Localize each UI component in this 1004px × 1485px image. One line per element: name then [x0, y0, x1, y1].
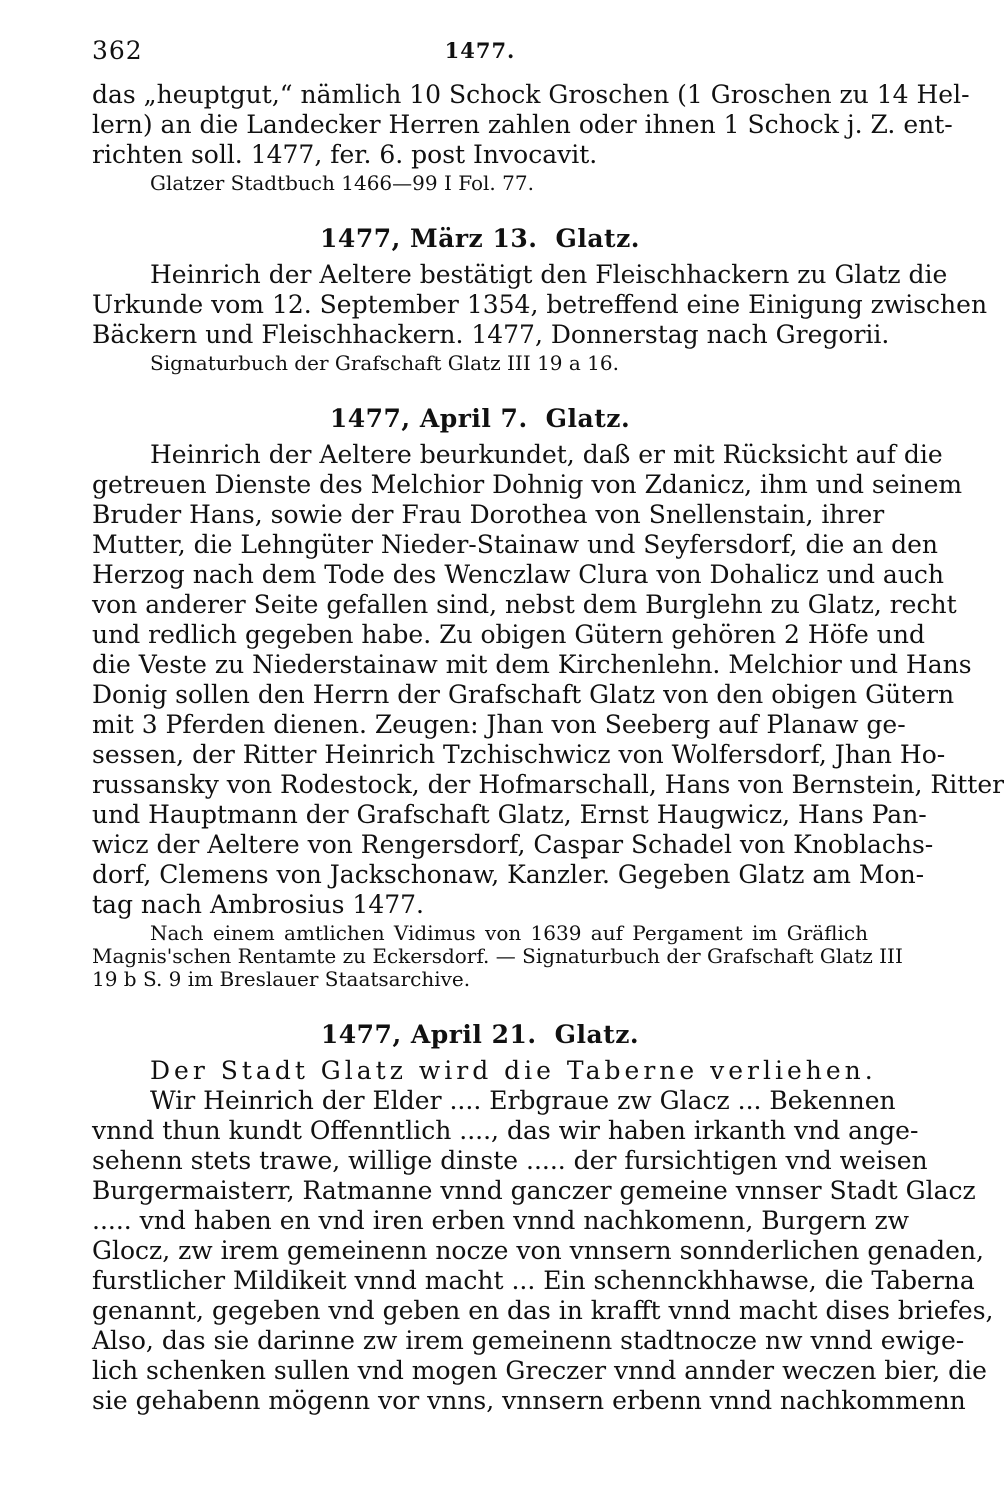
entry-heading: [92, 1020, 868, 1050]
entry-place: Glatz.: [555, 224, 640, 253]
text-line: das „heuptgut,“ nämlich 10 Schock Groschen (1 Groschen zu 14 Hel-: [92, 80, 970, 109]
entry-body: [92, 440, 1004, 991]
text-line: sessen, der Ritter Heinrich Tzchischwicz von Wolfersdorf, Jhan Ho-: [92, 740, 946, 769]
source-citation: Signaturbuch der Grafschaft Glatz III 19 a 16.: [150, 351, 619, 375]
text-line: die Veste zu Niederstainaw mit dem Kirchenlehn. Melchior und Hans: [92, 650, 972, 679]
text-line: sie gehabenn mögenn vor vnns, vnnsern erbenn vnnd nachkommenn: [92, 1386, 966, 1415]
text-line: furstlicher Mildikeit vnnd macht ... Ein schennckhhawse, die Taberna: [92, 1266, 975, 1295]
text-line: Donig sollen den Herrn der Grafschaft Glatz von den obigen Gütern: [92, 680, 955, 709]
text-line: Glocz, zw irem gemeinenn nocze von vnnsern sonnderlichen genaden,: [92, 1236, 984, 1265]
entry-title: Der Stadt Glatz wird die Taberne verliehen.: [150, 1056, 877, 1085]
text-line: Also, das sie darinne zw irem gemeinenn stadtnocze nw vnnd ewige-: [92, 1326, 965, 1355]
text-line: richten soll. 1477, fer. 6. post Invocavit.: [92, 140, 598, 169]
page-number: 362: [92, 36, 143, 65]
entry-body: [92, 260, 988, 375]
text-line: Wir Heinrich der Elder .... Erbgraue zw Glacz ... Bekennen: [150, 1086, 896, 1115]
text-line: genannt, gegeben vnd geben en das in krafft vnnd macht dises briefes,: [92, 1296, 994, 1325]
text-line: Mutter, die Lehngüter Nieder-Stainaw und Seyfersdorf, die an den: [92, 530, 939, 559]
text-line: getreuen Dienste des Melchior Dohnig von Zdanicz, ihm und seinem: [92, 470, 963, 499]
source-citation: Magnis'schen Rentamte zu Eckersdorf. — Signaturbuch der Grafschaft Glatz III: [92, 944, 903, 968]
text-line: lern) an die Landecker Herren zahlen oder ihnen 1 Schock j. Z. ent-: [92, 110, 953, 139]
entry-place: Glatz.: [554, 1020, 640, 1049]
text-line: und redlich gegeben habe. Zu obigen Gütern gehören 2 Höfe und: [92, 620, 925, 649]
continuation-text: [92, 80, 970, 195]
text-line: vnnd thun kundt Offenntlich ...., das wir haben irkanth vnd ange-: [92, 1116, 919, 1145]
text-line: russansky von Rodestock, der Hofmarschall, Hans von Bernstein, Ritter: [92, 770, 1004, 799]
text-line: Urkunde vom 12. September 1354, betreffend eine Einigung zwischen: [92, 290, 988, 319]
text-line: wicz der Aeltere von Rengersdorf, Caspar Schadel von Knoblachs-: [92, 830, 934, 859]
text-line: dorf, Clemens von Jackschonaw, Kanzler. Gegeben Glatz am Mon-: [92, 860, 925, 889]
text-line: Burgermaisterr, Ratmanne vnnd ganczer gemeine vnnser Stadt Glacz: [92, 1176, 976, 1205]
text-line: von anderer Seite gefallen sind, nebst dem Burglehn zu Glatz, recht: [92, 590, 957, 619]
text-line: ..... vnd haben en vnd iren erben vnnd nachkomenn, Burgern zw: [92, 1206, 910, 1235]
text-line: Heinrich der Aeltere bestätigt den Fleischhackern zu Glatz die: [150, 260, 948, 289]
source-citation: Glatzer Stadtbuch 1466—99 I Fol. 77.: [150, 171, 534, 195]
text-line: Heinrich der Aeltere beurkundet, daß er mit Rücksicht auf die: [150, 440, 943, 469]
source-citation: Nach einem amtlichen Vidimus von 1639 auf Pergament im Gräflich: [150, 921, 868, 945]
text-line: mit 3 Pferden dienen. Zeugen: Jhan von Seeberg auf Planaw ge-: [92, 710, 906, 739]
text-line: und Hauptmann der Grafschaft Glatz, Ernst Haugwicz, Hans Pan-: [92, 800, 927, 829]
running-head: [92, 30, 868, 80]
entry-heading: [92, 224, 868, 254]
source-citation: 19 b S. 9 im Breslauer Staatsarchive.: [92, 967, 471, 991]
text-line: Herzog nach dem Tode des Wenczlaw Clura von Dohalicz und auch: [92, 560, 945, 589]
entry-heading: [92, 404, 868, 434]
text-line: lich schenken sullen vnd mogen Greczer vnnd annder weczen bier, die: [92, 1356, 987, 1385]
running-head-year: 1477.: [444, 38, 516, 63]
entry-body: [92, 1056, 994, 1416]
text-line: Bäckern und Fleischhackern. 1477, Donnerstag nach Gregorii.: [92, 320, 890, 349]
entry-date: 1477, April 7.: [329, 404, 528, 433]
book-page: [92, 30, 1004, 1416]
entry-place: Glatz.: [545, 404, 631, 433]
entry-date: 1477, März 13.: [320, 224, 538, 253]
text-line: Bruder Hans, sowie der Frau Dorothea von Snellenstain, ihrer: [92, 500, 885, 529]
text-line: tag nach Ambrosius 1477.: [92, 890, 424, 919]
text-line: sehenn stets trawe, willige dinste ..... der fursichtigen vnd weisen: [92, 1146, 928, 1175]
entry-date: 1477, April 21.: [320, 1020, 537, 1049]
